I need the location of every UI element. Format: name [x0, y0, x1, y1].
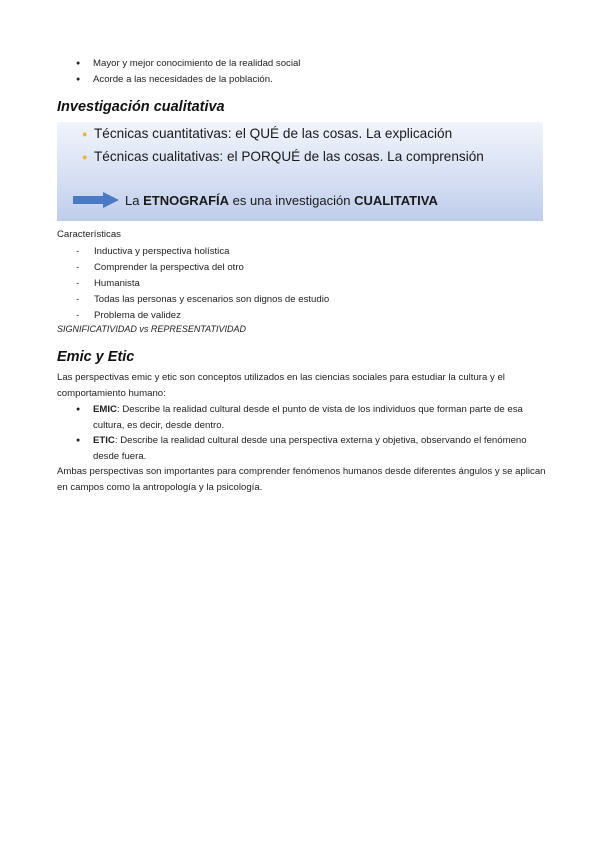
intro-paragraph: Las perspectivas emic y etic son conceptos utilizados en las ciencias sociales para estudiar la cultura y el comportamiento humano:	[57, 372, 505, 399]
heading-investigacion-cualitativa: Investigación cualitativa	[57, 99, 225, 115]
list-item: - Todas las personas y escenarios son dignos de estudio	[76, 292, 329, 308]
statement-text: es una investigación	[229, 193, 355, 208]
heading-emic-etic: Emic y Etic	[57, 349, 135, 365]
caracteristicas-label: Características	[57, 229, 121, 240]
bullet-dot-icon: ●	[82, 129, 88, 139]
emic-label: EMIC	[93, 404, 117, 415]
list-item: - Humanista	[76, 276, 329, 292]
banner-line-text: Técnicas cualitativas: el PORQUÉ de las cosas. La comprensión	[94, 149, 484, 164]
list-item-etic	[76, 433, 546, 464]
top-bullet-list	[76, 56, 300, 88]
banner-line-cualitativas	[82, 149, 484, 164]
etic-text: : Describe la realidad cultural desde una perspectiva externa y objetiva, observando el fenómeno desde fuera.	[93, 435, 527, 463]
conclusion-paragraph: Ambas perspectivas son importantes para comprender fenómenos humanos desde diferentes ángulos y se aplican en campos como la antropología y la psicología.	[57, 466, 546, 493]
statement-text: La	[125, 193, 144, 208]
banner-line-cuantitativas	[82, 126, 453, 141]
list-item: - Inductiva y perspectiva holística	[76, 244, 329, 260]
list-item-emic	[76, 402, 546, 433]
banner-line-text: Técnicas cuantitativas: el QUÉ de las cosas. La explicación	[94, 126, 453, 141]
list-item: ● Mayor y mejor conocimiento de la realidad social	[76, 56, 300, 72]
bullet-dot-icon: ●	[82, 152, 88, 162]
list-item: - Comprender la perspectiva del otro	[76, 260, 329, 276]
significatividad-note: SIGNIFICATIVIDAD vs REPRESENTATIVIDAD	[57, 324, 247, 334]
banner-etnografia-statement	[125, 193, 438, 208]
etnografia-banner	[57, 122, 543, 221]
etic-label: ETIC	[93, 435, 115, 447]
caracteristicas-list	[76, 244, 329, 324]
emic-text: : Describe la realidad cultural desde el punto de vista de los individuos que forman parte de esa cultura, es decir, desde dentro.	[93, 404, 523, 431]
right-arrow-icon	[73, 192, 119, 208]
statement-bold: ETNOGRAFÍA	[143, 193, 230, 208]
list-item: - Problema de validez	[76, 308, 329, 324]
emic-etic-list	[76, 402, 546, 465]
statement-bold: CUALITATIVA	[354, 193, 438, 208]
list-item: ● Acorde a las necesidades de la población.	[76, 72, 300, 88]
